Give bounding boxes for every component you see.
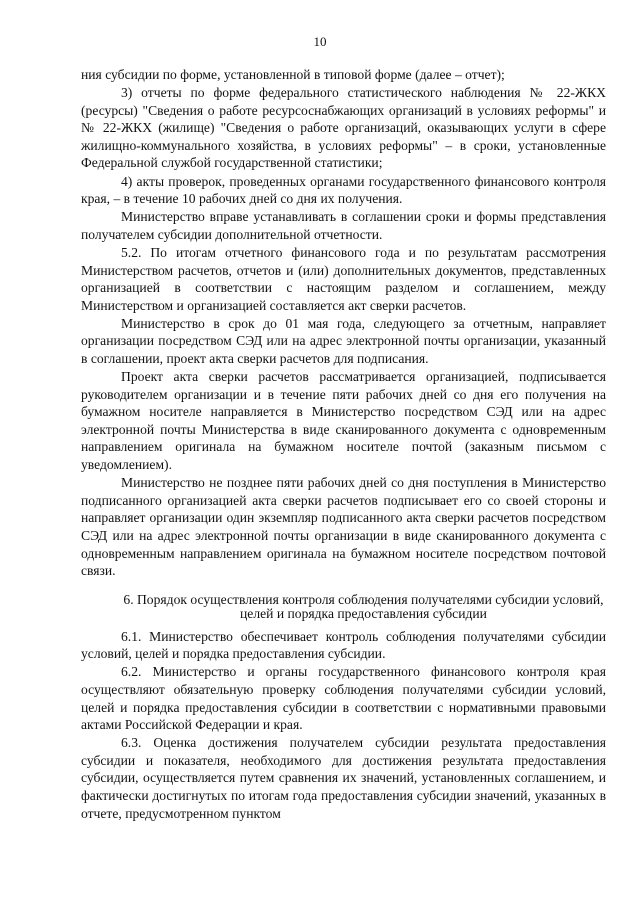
paragraph-5-2: 5.2. По итогам отчетного финансового года и по результатам рассмотрения Министерством расчетов, отчетов и (или) дополнительных документов, представленных организацией в соответствии с настоящим разделом и соглашением, между Министерством и организацией составляется акт сверки расчетов. (81, 244, 606, 313)
paragraph-draft-act: Проект акта сверки расчетов рассматривается организацией, подписывается руководителем организации и в течение пяти рабочих дней со дня его получения на бумажном носителе направляется в Министерство посредством СЭД или на адрес электронной почты Министерства в виде сканированного документа с одновременным направлением оригинала на бумажном носителе почтой (заказным письмом с уведомлением). (81, 369, 606, 473)
paragraph-ministry-deadline: Министерство в срок до 01 мая года, следующего за отчетным, направляет организации посредством СЭД или на адрес электронной почты организации, указанный в соглашении, проект акта сверки расчетов для подписания. (81, 315, 606, 366)
paragraph-item-4-acts: 4) акты проверок, проведенных органами государственного финансового контроля края, – в течение 10 рабочих дней со дня их получения. (81, 173, 606, 207)
paragraph-item-3-reports: 3) отчеты по форме федерального статистического наблюдения № 22-ЖКХ (ресурсы) "Сведения о работе ресурсоснабжающих организаций в условиях реформы" и № 22-ЖКХ (жилище) "Сведения о работе организаций, оказывающих услуги в сфере жилищно-коммунального хозяйства, в условиях реформы" – в сроки, установленные Федеральной службой государственной статистики; (81, 85, 606, 171)
section-heading-6: 6. Порядок осуществления контроля соблюдения получателями субсидии условий, целей и порядка предоставления субсидии (123, 591, 604, 622)
paragraph-6-1: 6.1. Министерство обеспечивает контроль соблюдения получателями субсидии условий, целей и порядка предоставления субсидии. (81, 628, 606, 662)
paragraph-ministry-signing: Министерство не позднее пяти рабочих дней со дня поступления в Министерство подписанного организацией акта сверки расчетов подписывает его со своей стороны и направляет организации один экземпляр подписанного акта сверки расчетов посредством СЭД или на адрес электронной почты организации в виде сканированного документа с одновременным направлением оригинала на бумажном носителе посредством почтовой связи. (81, 475, 606, 579)
document-body (81, 66, 606, 823)
paragraph-continuation: ния субсидии по форме, установленной в типовой форме (далее – отчет); (81, 67, 505, 82)
paragraph-6-3: 6.3. Оценка достижения получателем субсидии результата предоставления субсидии и показателя, необходимого для достижения результата предоставления субсидии, осуществляется путем сравнения их значений, установленных соглашением, и фактически достигнутых по итогам года предоставления субсидии значений, указанных в отчете, предусмотренном пунктом (81, 735, 606, 821)
paragraph-additional-reporting: Министерство вправе устанавливать в соглашении сроки и формы представления получателем субсидии дополнительной отчетности. (81, 209, 606, 242)
paragraph-6-2: 6.2. Министерство и органы государственного финансового контроля края осуществляют обязательную проверку соблюдения получателями субсидии условий, целей и порядка предоставления субсидии в соответствии с нормативными правовыми актами Российской Федерации и края. (81, 664, 606, 733)
page-number: 10 (313, 34, 327, 49)
